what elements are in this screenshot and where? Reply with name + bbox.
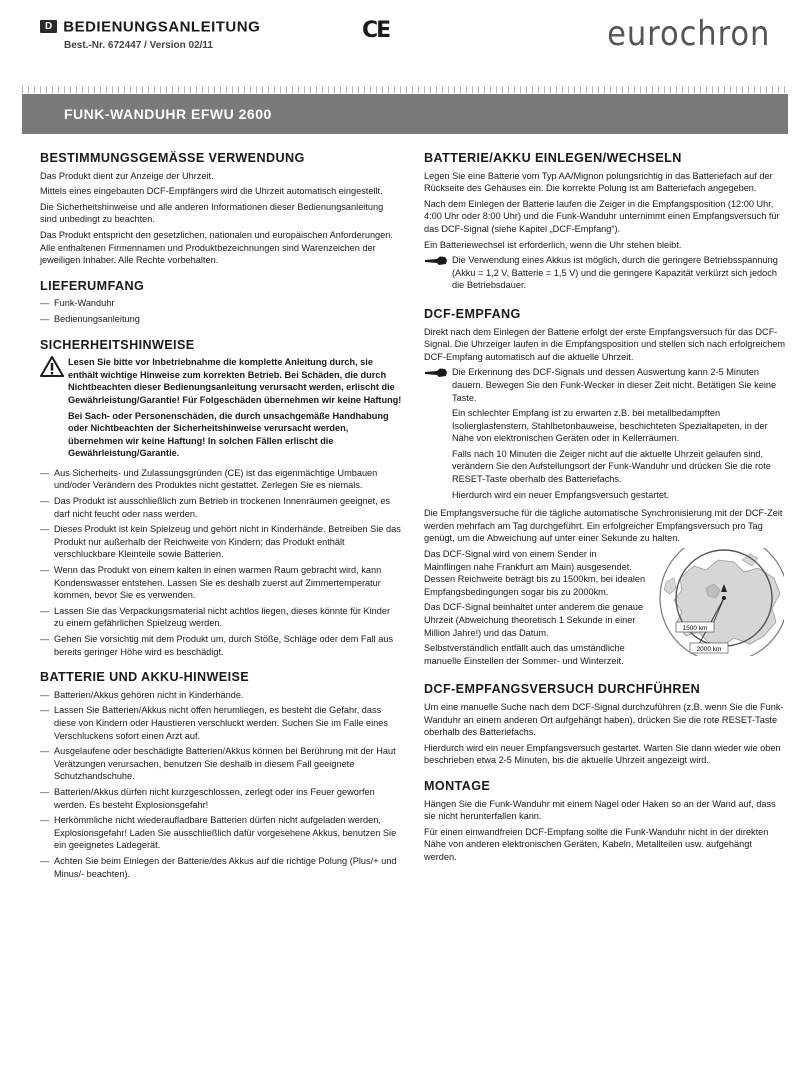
heading-manual-reception: DCF-EMPFANGSVERSUCH DURCHFÜHREN xyxy=(424,682,701,697)
list-item: — Das Produkt ist ausschließlich zum Betrieb in trockenen Innenräumen geeignet, es darf nicht feucht oder nass werden. xyxy=(40,496,391,519)
order-number: Best.-Nr. 672447 / Version 02/11 xyxy=(64,40,213,51)
list-item: — Wenn das Produkt von einem kalten in einen warmen Raum gebracht wird, kann Kondenswasser entstehen. Lassen Sie es deshalb zuerst auf Zimmertemperatur kommen, bevor Sie es verwenden. xyxy=(40,565,382,601)
note-text: Ein schlechter Empfang ist zu erwarten z.B. bei metallbedampften Isolierglasfenstern, Stahlbetonbauweise, beschichteten Spezialtapeten, in der Nähe von elektronischen Geräten oder in Kellerräumen. xyxy=(452,408,768,444)
paragraph: Ein Batteriewechsel ist erforderlich, wenn die Uhr stehen bleibt. xyxy=(424,239,682,250)
note-text: Falls nach 10 Minuten die Zeiger nicht auf die aktuelle Uhrzeit gelaufen sind, verändern Sie den Aufstellungsort der Funk-Wanduhr und drücken Sie die rote RESET-Taste oberhalb des Batteriefachs. xyxy=(452,448,771,485)
paragraph: Für einen einwandfreien DCF-Empfang sollte die Funk-Wanduhr nicht in der direkten Nähe von anderen elektronischen Geräten, Kabeln, Metallteilen usw. aufgehängt werden. xyxy=(424,826,769,862)
heading-dcf-reception: DCF-EMPFANG xyxy=(424,306,521,321)
heading-battery-insert: BATTERIE/AKKU EINLEGEN/WECHSELN xyxy=(424,151,682,165)
paragraph: Direkt nach dem Einlegen der Batterie erfolgt der erste Empfangsversuch für das DCF-Signal. Die Uhrzeiger laufen in die Empfangsposition und stellen sich nach erfolgreichem DCF-Empfang automatisch auf die aktuelle Uhrzeit. xyxy=(424,326,786,362)
heading-scope-of-delivery: LIEFERUMFANG xyxy=(40,278,145,293)
range-label-1500: 1500 km xyxy=(682,625,708,633)
note-block xyxy=(424,366,786,504)
paragraph: Hängen Sie die Funk-Wanduhr mit einem Nagel oder Haken so an der Wand auf, dass sie nicht herunterfallen kann. xyxy=(424,798,776,822)
brand-logo: eurochron xyxy=(606,14,770,54)
ruler-divider xyxy=(22,86,788,93)
paragraph: Hierdurch wird ein neuer Empfangsversuch gestartet. Warten Sie dann wieder wie oben beschrieben etwa 2-5 Minuten, bis die aktuelle Uhrzeit angezeigt wird. xyxy=(424,742,781,766)
title-banner xyxy=(22,94,788,134)
warning-block xyxy=(40,356,402,463)
list-item: — Gehen Sie vorsichtig mit dem Produkt um, durch Stöße, Schläge oder dem Fall aus bereits geringer Höhe wird es beschädigt. xyxy=(40,634,394,657)
range-label-2000: 2000 km xyxy=(696,646,722,654)
europe-map-image xyxy=(646,548,784,656)
warning-text: Bei Sach- oder Personenschäden, die durch unsachgemäße Handhabung oder Nichtbeachten der Sicherheitshinweise verursacht werden, übernehmen wir keine Haftung! In solchen Fällen erlischt die Gewährleistung/Garantie. xyxy=(68,410,389,459)
right-column xyxy=(424,152,786,867)
paragraph: Das DCF-Signal wird von einem Sender in Mainflingen nahe Frankfurt am Main) ausgesendet. Dessen Reichweite beträgt bis zu 1500km, bei idealen Empfangsbedingungen sogar bis zu 2000km. xyxy=(424,549,646,597)
dcf-range-map xyxy=(646,548,784,670)
warning-triangle-icon xyxy=(40,356,68,463)
dcf-map-section xyxy=(424,548,786,670)
paragraph: Um eine manuelle Suche nach dem DCF-Signal durchzuführen (z.B. wenn Sie die Funk-Wanduhr an einem anderen Ort aufgehängt haben), drücken Sie die rote RESET-Taste oberhalb des Batteriefachs. xyxy=(424,701,784,738)
paragraph: Das DCF-Signal beinhaltet unter anderem die genaue Uhrzeit (Abweichung theoretisch 1 Sekunde in einer Million Jahre!) und das Datum. xyxy=(424,602,644,638)
paragraph: Das Produkt entspricht den gesetzlichen, nationalen und europäischen Anforderungen. Alle enthaltenen Firmennamen und Produktbezeichnungen sind Warenzeichen der jeweiligen Inhaber. Alle Rechte vorbehalten. xyxy=(40,229,393,266)
header xyxy=(40,14,770,78)
heading-mounting: MONTAGE xyxy=(424,778,491,793)
list-item: — Herkömmliche nicht wiederaufladbare Batterien dürfen nicht aufgeladen werden, Explosionsgefahr! Laden Sie ausschließlich dafür vorgesehene Akkus, benutzen Sie ein geeignetes Ladegerät. xyxy=(40,815,397,851)
paragraph: Das Produkt dient zur Anzeige der Uhrzeit. xyxy=(40,170,214,181)
list-item: — Batterien/Akkus dürfen nicht kurzgeschlossen, zerlegt oder ins Feuer geworfen werden. Es besteht Explosionsgefahr! xyxy=(40,786,375,810)
heading-battery-notes: BATTERIE UND AKKU-HINWEISE xyxy=(40,670,250,685)
note-block xyxy=(424,254,786,295)
paragraph: Nach dem Einlegen der Batterie laufen die Zeiger in die Empfangsposition (12:00 Uhr, 4:00 Uhr oder 8:00 Uhr) und die Funk-Wanduhr unternimmt einen Empfangsversuch für das DCF-Signal (siehe Kapitel „DCF-Empfang“). xyxy=(424,198,780,234)
heading-safety-instructions: SICHERHEITSHINWEISE xyxy=(40,337,195,352)
list-item: — Bedienungsanleitung xyxy=(40,313,140,324)
list-item: — Aus Sicherheits- und Zulassungsgründen (CE) ist das eigenmächtige Umbauen und/oder Verändern des Produktes nicht gestattet. Zerlegen Sie es niemals. xyxy=(40,467,378,491)
warning-text: Lesen Sie bitte vor Inbetriebnahme die komplette Anleitung durch, sie enthält wichtige Hinweise zum korrekten Betrieb. Bei Schäden, die durch Nichtbeachten dieser Bedienungsanleitung verursacht werden, erlischt die Gewährleistung/Garantie! Für Folgeschäden übernehmen wir keine Haftung! xyxy=(68,357,402,405)
language-badge: D xyxy=(40,20,57,33)
list-item: — Achten Sie beim Einlegen der Batterie/des Akkus auf die richtige Polung (Plus/+ und Minus/- beachten). xyxy=(40,855,397,879)
paragraph: Die Empfangsversuche für die tägliche automatische Synchronisierung mit der DCF-Zeit werden mehrfach am Tag durchgeführt. Ein erfolgreicher Empfangsversuch pro Tag genügt, um die Abweichung auf unter einer Sekunde zu halten. xyxy=(424,508,783,544)
pointing-hand-icon xyxy=(424,366,452,504)
left-column xyxy=(40,152,402,883)
list-item: — Ausgelaufene oder beschädigte Batterien/Akkus können bei Berührung mit der Haut Verätzungen verursachen, benutzen Sie deshalb in diesem Fall geeignete Schutzhandschuhe. xyxy=(40,746,396,782)
ce-mark-icon: CE xyxy=(362,18,390,43)
note-text: Hierdurch wird ein neuer Empfangsversuch gestartet. xyxy=(452,489,670,500)
paragraph: Selbstverständlich entfällt auch das umständliche manuelle Einstellen der Sommer- und Winterzeit. xyxy=(424,643,625,666)
pointing-hand-icon xyxy=(424,254,452,295)
product-title: FUNK-WANDUHR EFWU 2600 xyxy=(64,106,272,122)
list-item: — Lassen Sie das Verpackungsmaterial nicht achtlos liegen, dieses könnte für Kinder zu einem gefährlichen Spielzeug werden. xyxy=(40,605,391,629)
list-item: — Dieses Produkt ist kein Spielzeug und gehört nicht in Kinderhände. Betreiben Sie das Produkt nur außerhalb der Reichweite von Kindern; das Produkt enthält verschluckbare Kleinteile sowie Batterien. xyxy=(40,524,401,560)
paragraph: Legen Sie eine Batterie vom Typ AA/Mignon polungsrichtig in das Batteriefach auf der Rückseite des Gehäuses ein. Die korrekte Polung ist am Batteriefach angegeben. xyxy=(424,170,773,194)
list-item: — Funk-Wanduhr xyxy=(40,298,115,309)
note-text: Die Verwendung eines Akkus ist möglich, durch die geringere Betriebsspannung (Akku = 1,2 V, Batterie = 1,5 V) und die geringere Kapazität verkürzt sich jedoch die Betriebsdauer. xyxy=(452,255,778,291)
list-item: — Batterien/Akkus gehören nicht in Kinderhände. xyxy=(40,689,244,700)
heading-intended-use: BESTIMMUNGSGEMÄSSE VERWENDUNG xyxy=(40,151,305,165)
paragraph: Die Sicherheitshinweise und alle anderen Informationen dieser Bedienungsanleitung sind unbedingt zu beachten. xyxy=(40,201,384,225)
document-title: BEDIENUNGSANLEITUNG xyxy=(63,18,261,36)
list-item: — Lassen Sie Batterien/Akkus nicht offen herumliegen, es besteht die Gefahr, dass diese von Kindern oder Haustieren verschluckt werden. Suchen Sie im Falle eines Verschluckens sofort einen Arzt auf. xyxy=(40,705,388,741)
note-text: Die Erkennung des DCF-Signals und dessen Auswertung kann 2-5 Minuten dauern. Bewegen Sie den Funk-Wecker in dieser Zeit nicht. Betätigen Sie keine Taste. xyxy=(452,367,777,403)
paragraph: Mittels eines eingebauten DCF-Empfängers wird die Uhrzeit automatisch eingestellt. xyxy=(40,186,383,197)
